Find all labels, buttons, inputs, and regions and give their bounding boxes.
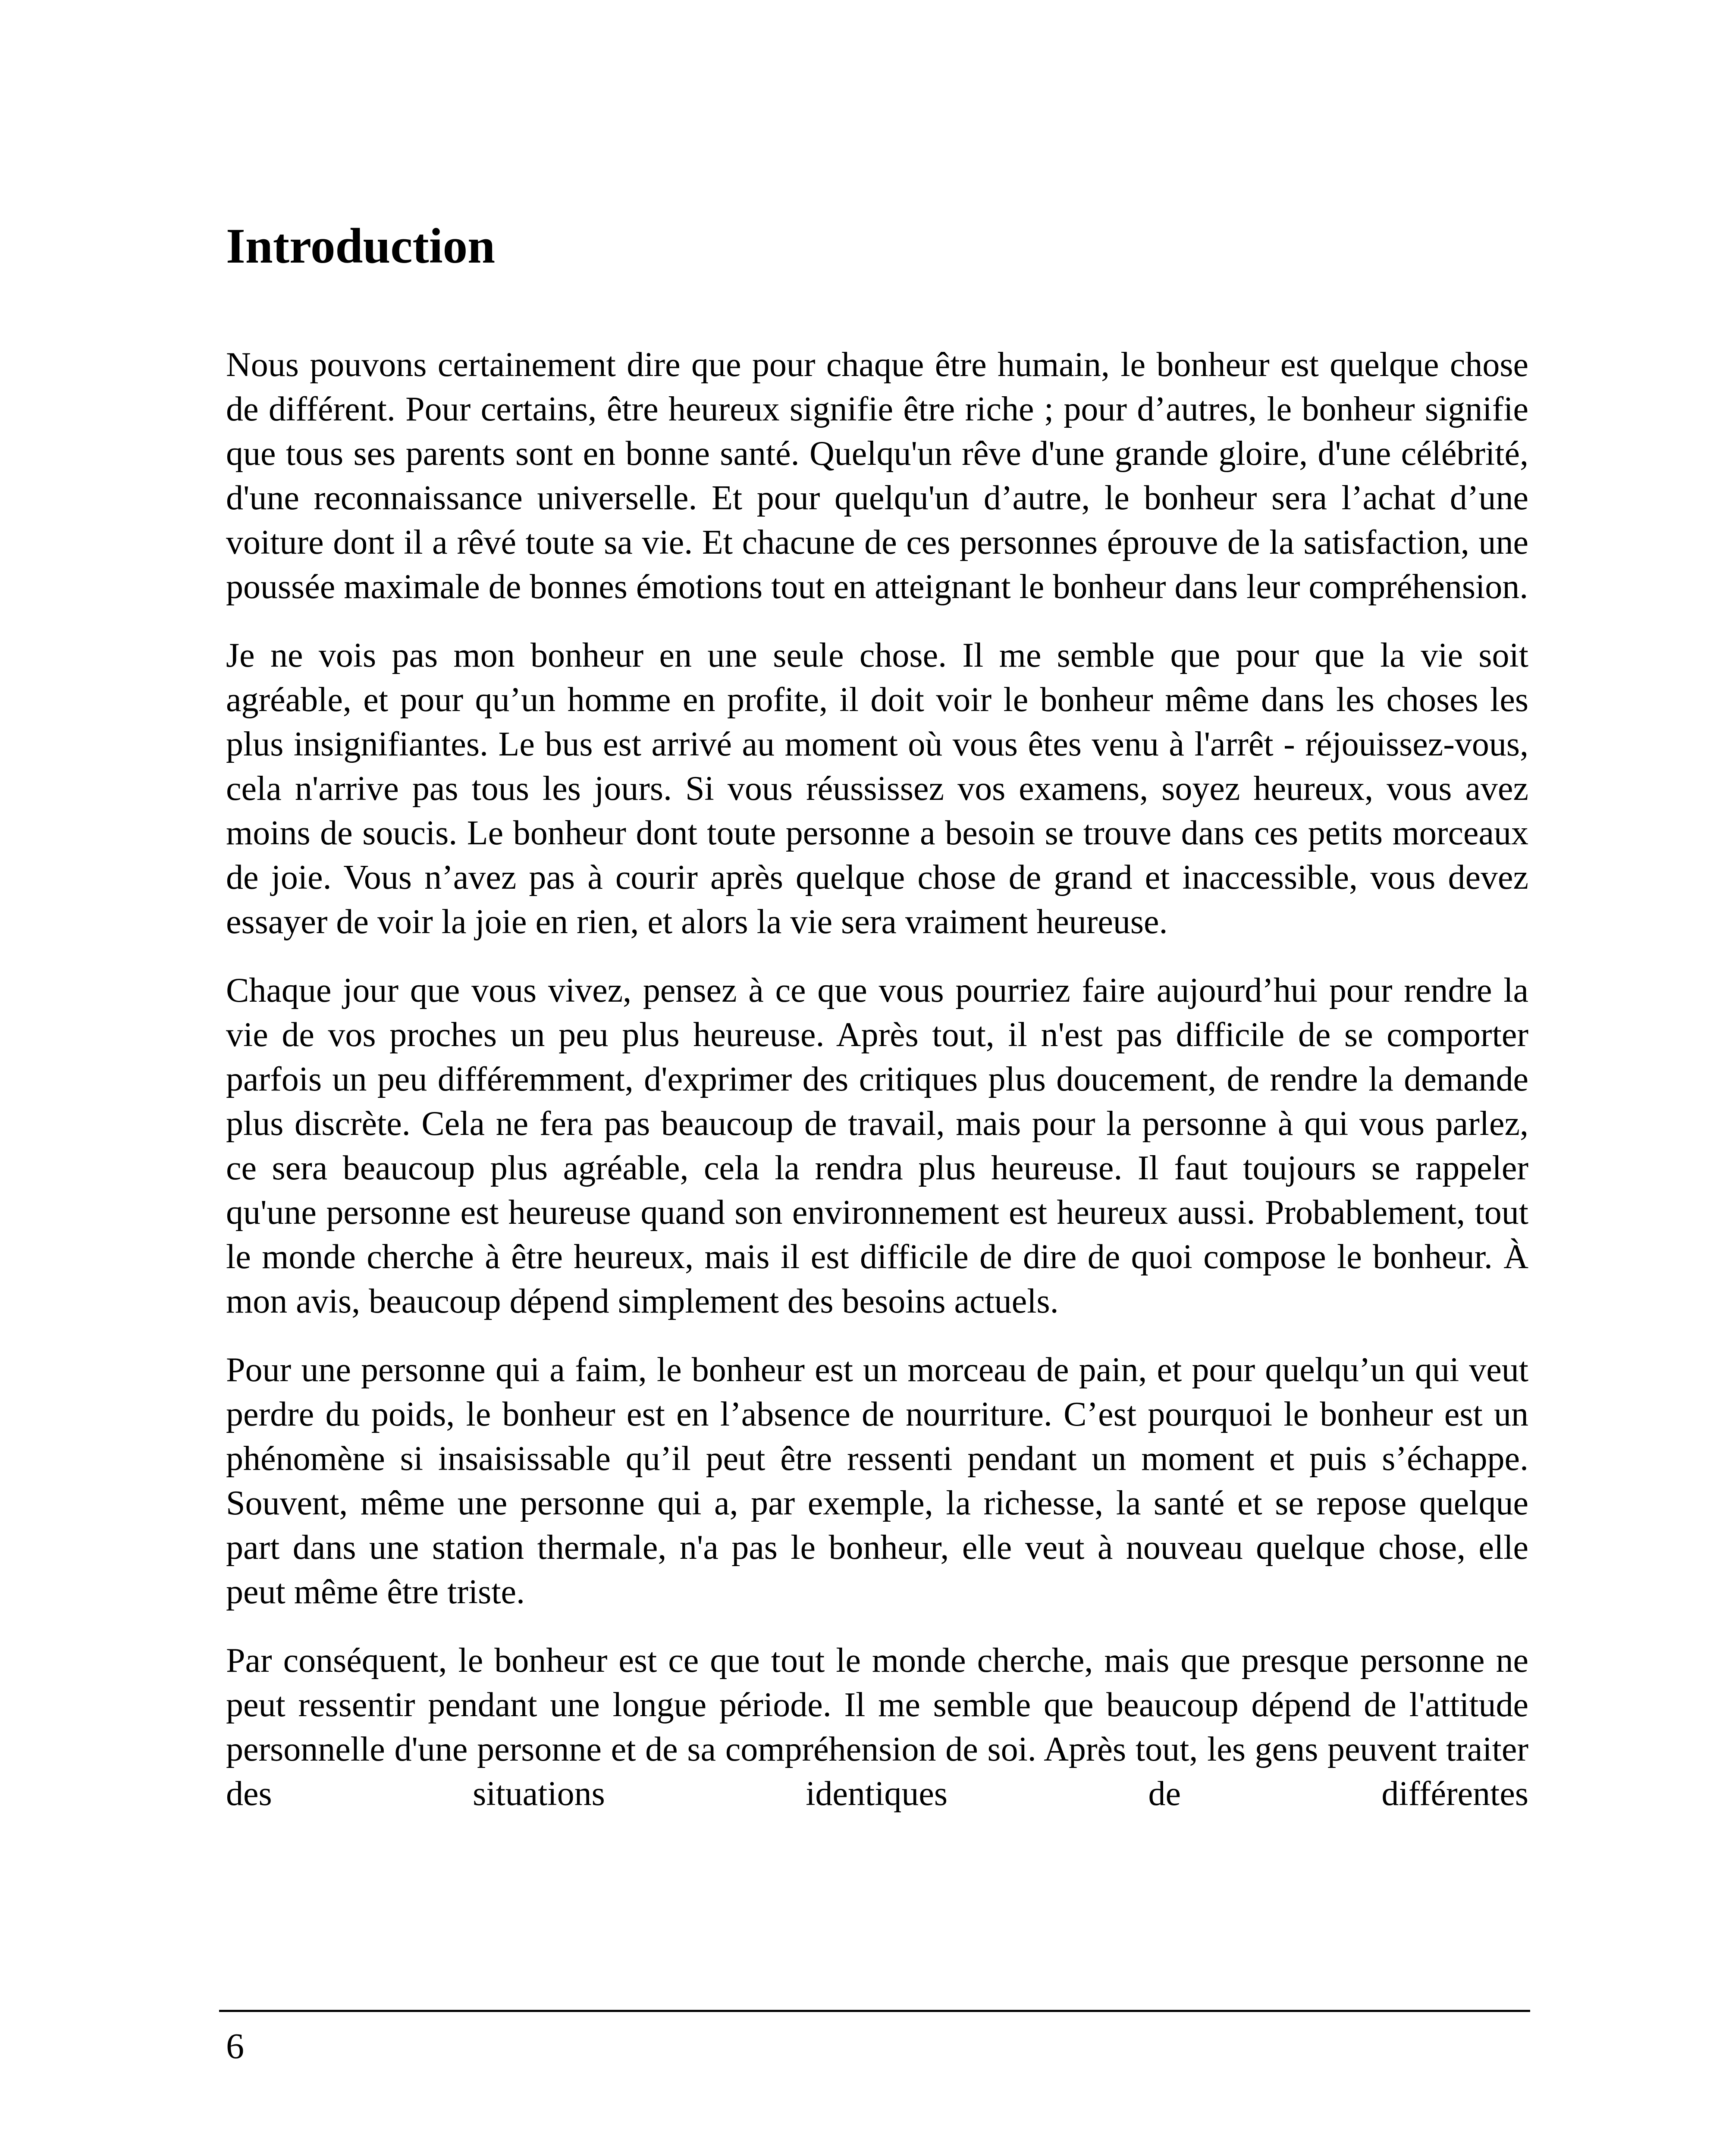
paragraph-5: Par conséquent, le bonheur est ce que tout le monde cherche, mais que presque personne ne peut ressentir pendant une longue période. Il me semble que beaucoup dépend de l'attitude personnelle d'une personne et de sa compréhension de soi. Après tout, les gens peuvent traiter des situations identiques de différentes — [226, 1642, 1528, 1813]
footer-divider — [219, 2010, 1530, 2012]
paragraph-3: Chaque jour que vous vivez, pensez à ce que vous pourriez faire aujourd’hui pour rendre la vie de vos proches un peu plus heureuse. Après tout, il n'est pas difficile de se comporter parfois un peu différemment, d'exprimer des critiques plus doucement, de rendre la demande plus discrète. Cela ne fera pas beaucoup de travail, mais pour la personne à qui vous parlez, ce sera beaucoup plus agréable, cela la rendra plus heureuse. Il faut toujours se rappeler qu'une personne est heureuse quand son environnement est heureux aussi. Probablement, tout le monde cherche à être heureux, mais il est difficile de dire de quoi compose le bonheur. À mon avis, beaucoup dépend simplement des besoins actuels. — [226, 971, 1528, 1320]
paragraph-4: Pour une personne qui a faim, le bonheur est un morceau de pain, et pour quelqu’un qui veut perdre du poids, le bonheur est en l’absence de nourriture. C’est pourquoi le bonheur est un phénomène si insaisissable qu’il peut être ressenti pendant un moment et puis s’échappe. Souvent, même une personne qui a, par exemple, la richesse, la santé et se repose quelque part dans une station thermale, n'a pas le bonheur, elle veut à nouveau quelque chose, elle peut même être triste. — [226, 1351, 1528, 1611]
page-number: 6 — [226, 2026, 244, 2066]
paragraph-1: Nous pouvons certainement dire que pour chaque être humain, le bonheur est quelque chose de différent. Pour certains, être heureux signifie être riche ; pour d’autres, le bonheur signifie que tous ses parents sont en bonne santé. Quelqu'un rêve d'une grande gloire, d'une célébrité, d'une reconnaissance universelle. Et pour quelqu'un d’autre, le bonheur sera l’achat d’une voiture dont il a rêvé toute sa vie. Et chacune de ces personnes éprouve de la satisfaction, une poussée maximale de bonnes émotions tout en atteignant le bonheur dans leur compréhension. — [226, 346, 1528, 606]
page-heading: Introduction — [226, 219, 496, 273]
body-text — [226, 343, 1528, 1816]
paragraph-2: Je ne vois pas mon bonheur en une seule chose. Il me semble que pour que la vie soit agréable, et pour qu’un homme en profite, il doit voir le bonheur même dans les choses les plus insignifiantes. Le bus est arrivé au moment où vous êtes venu à l'arrêt - réjouissez-vous, cela n'arrive pas tous les jours. Si vous réussissez vos examens, soyez heureux, vous avez moins de soucis. Le bonheur dont toute personne a besoin se trouve dans ces petits morceaux de joie. Vous n’avez pas à courir après quelque chose de grand et inaccessible, vous devez essayer de voir la joie en rien, et alors la vie sera vraiment heureuse. — [226, 636, 1528, 941]
